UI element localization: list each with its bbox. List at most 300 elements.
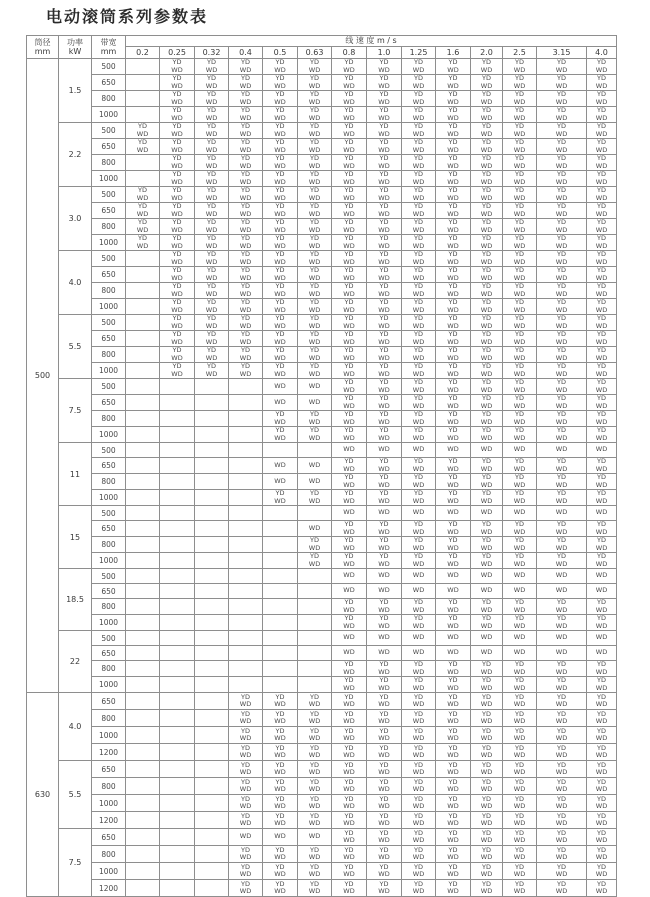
model-cell [402, 631, 436, 646]
model-cell [587, 795, 617, 812]
model-code: YD WD [343, 614, 355, 630]
model-cell [160, 795, 195, 812]
model-cell [160, 139, 195, 155]
model-cell [587, 411, 617, 427]
model-cell [471, 251, 503, 267]
model-code: YD WD [447, 536, 459, 552]
power-cell: 5.5 [59, 761, 92, 829]
table-row [27, 474, 617, 490]
model-code: YD WD [205, 154, 218, 170]
model-code: YD WD [412, 202, 425, 218]
model-cell [263, 599, 298, 615]
model-code: YD WD [447, 828, 459, 844]
model-code: YD WD [480, 170, 493, 186]
model-cell [229, 91, 263, 107]
model-cell [229, 744, 263, 761]
model-cell [229, 599, 263, 615]
model-cell [471, 219, 503, 235]
width-cell: 800 [92, 219, 126, 235]
model-cell [402, 521, 436, 537]
model-cell [298, 315, 332, 331]
width-cell: 650 [92, 395, 126, 411]
model-code: YD WD [308, 202, 321, 218]
model-cell [332, 584, 367, 599]
model-cell [471, 123, 503, 139]
model-cell [471, 778, 503, 795]
model-code: YD WD [480, 676, 493, 692]
model-code: YD WD [447, 234, 459, 250]
model-cell [537, 778, 587, 795]
model-code: YD WD [239, 122, 252, 138]
model-cell [229, 778, 263, 795]
model-cell [402, 363, 436, 379]
model-cell [160, 91, 195, 107]
model-cell [436, 863, 471, 880]
model-cell [471, 155, 503, 171]
model-cell [503, 187, 537, 203]
model-cell [367, 315, 402, 331]
model-code: YD WD [412, 536, 425, 552]
speed-header-cell: 1.0 [367, 47, 402, 59]
model-cell [298, 693, 332, 710]
model-cell [587, 631, 617, 646]
model-cell [126, 829, 160, 846]
model-cell [367, 710, 402, 727]
model-cell [367, 443, 402, 458]
model-cell [471, 283, 503, 299]
header-speed-label: 线 速 度 m / s [345, 36, 397, 45]
model-cell [402, 863, 436, 880]
model-cell [160, 395, 195, 411]
model-code: WD [378, 586, 390, 595]
model-cell [263, 506, 298, 521]
model-cell [229, 379, 263, 395]
model-cell [195, 395, 229, 411]
model-code: WD [447, 633, 459, 642]
table-row [27, 761, 617, 778]
model-cell [160, 646, 195, 661]
width-cell: 1000 [92, 677, 126, 693]
model-code: YD WD [513, 394, 526, 410]
model-cell [436, 458, 471, 474]
model-cell [503, 521, 537, 537]
model-code: YD WD [239, 218, 252, 234]
model-code: YD WD [555, 862, 568, 878]
model-cell [126, 251, 160, 267]
model-code: YD WD [308, 74, 321, 90]
model-cell [263, 880, 298, 897]
model-code: YD WD [412, 489, 425, 505]
model-cell [471, 315, 503, 331]
table-row [27, 123, 617, 139]
model-code: YD WD [378, 298, 390, 314]
model-cell [402, 569, 436, 584]
model-cell [537, 846, 587, 863]
model-cell [160, 123, 195, 139]
model-cell [160, 203, 195, 219]
model-cell [160, 569, 195, 584]
model-cell [402, 315, 436, 331]
model-cell [263, 123, 298, 139]
model-code: YD WD [343, 234, 355, 250]
model-cell [126, 107, 160, 123]
width-cell: 800 [92, 411, 126, 427]
model-code: YD WD [513, 598, 526, 614]
model-cell [263, 395, 298, 411]
model-code: WD [378, 633, 390, 642]
model-cell [298, 155, 332, 171]
model-code: WD [447, 586, 459, 595]
model-code: YD WD [412, 828, 425, 844]
model-code: YD WD [136, 218, 149, 234]
model-cell [263, 677, 298, 693]
model-cell [160, 693, 195, 710]
width-cell: 800 [92, 474, 126, 490]
model-cell [263, 443, 298, 458]
model-code: YD WD [555, 186, 568, 202]
model-cell [229, 584, 263, 599]
model-code: YD WD [343, 726, 355, 742]
model-code: YD WD [343, 828, 355, 844]
model-code: YD WD [513, 709, 526, 725]
table-row [27, 661, 617, 677]
model-cell [229, 187, 263, 203]
model-cell [402, 75, 436, 91]
width-cell: 500 [92, 315, 126, 331]
model-code: YD WD [274, 346, 286, 362]
width-cell: 1000 [92, 107, 126, 123]
model-code: YD WD [274, 777, 286, 793]
model-cell [587, 880, 617, 897]
model-cell [503, 363, 537, 379]
model-cell [298, 710, 332, 727]
model-cell [587, 521, 617, 537]
model-code: WD [513, 571, 526, 580]
model-code: YD WD [447, 346, 459, 362]
model-code: YD WD [513, 298, 526, 314]
model-code: YD WD [378, 106, 390, 122]
model-cell [195, 880, 229, 897]
model-code: YD WD [480, 282, 493, 298]
model-cell [298, 171, 332, 187]
model-code: YD WD [343, 777, 355, 793]
width-cell: 1000 [92, 363, 126, 379]
model-code: YD WD [171, 154, 183, 170]
model-cell [126, 123, 160, 139]
model-cell [229, 646, 263, 661]
model-cell [402, 299, 436, 315]
model-code: WD [274, 381, 286, 390]
model-cell [537, 584, 587, 599]
model-code: YD WD [480, 660, 493, 676]
model-cell [503, 846, 537, 863]
model-cell [332, 829, 367, 846]
width-cell: 800 [92, 661, 126, 677]
model-cell [402, 584, 436, 599]
model-cell [537, 123, 587, 139]
model-cell [537, 795, 587, 812]
table-row [27, 283, 617, 299]
model-code: YD WD [595, 58, 608, 74]
model-cell [367, 91, 402, 107]
model-code: YD WD [308, 186, 321, 202]
model-cell [587, 171, 617, 187]
model-cell [436, 91, 471, 107]
header-diameter [27, 36, 59, 59]
model-code: YD WD [480, 58, 493, 74]
model-code: YD WD [412, 362, 425, 378]
model-code: YD WD [513, 862, 526, 878]
model-code: YD WD [412, 598, 425, 614]
model-cell [436, 693, 471, 710]
model-cell [126, 795, 160, 812]
model-code: WD [480, 571, 493, 580]
table-row [27, 744, 617, 761]
model-cell [263, 251, 298, 267]
model-code: WD [308, 476, 321, 485]
model-code: YD WD [513, 266, 526, 282]
model-cell [471, 863, 503, 880]
table-row [27, 829, 617, 846]
width-cell: 500 [92, 506, 126, 521]
model-cell [587, 474, 617, 490]
model-cell [298, 267, 332, 283]
model-cell [367, 107, 402, 123]
model-code: YD WD [447, 122, 459, 138]
model-cell [195, 123, 229, 139]
model-cell [587, 458, 617, 474]
model-cell [229, 458, 263, 474]
model-cell [471, 727, 503, 744]
model-code: YD WD [239, 266, 252, 282]
model-code: YD WD [239, 74, 252, 90]
model-code: YD WD [308, 282, 321, 298]
model-cell [298, 123, 332, 139]
model-cell [367, 267, 402, 283]
table-row [27, 569, 617, 584]
model-code: WD [378, 445, 390, 454]
model-cell [367, 411, 402, 427]
model-cell [402, 846, 436, 863]
model-code: YD WD [447, 202, 459, 218]
model-cell [503, 631, 537, 646]
model-cell [537, 829, 587, 846]
model-cell [332, 251, 367, 267]
model-code: YD WD [480, 298, 493, 314]
width-cell: 650 [92, 693, 126, 710]
model-cell [298, 187, 332, 203]
model-cell [195, 59, 229, 75]
model-code: YD WD [513, 362, 526, 378]
model-code: YD WD [274, 298, 286, 314]
model-cell [126, 411, 160, 427]
model-code: YD WD [555, 614, 568, 630]
model-code: YD WD [513, 552, 526, 568]
model-cell [195, 379, 229, 395]
model-cell [160, 75, 195, 91]
model-cell [229, 863, 263, 880]
model-code: YD WD [480, 122, 493, 138]
model-code: YD WD [447, 330, 459, 346]
model-code: YD WD [595, 330, 608, 346]
model-cell [503, 677, 537, 693]
table-row [27, 490, 617, 506]
model-cell [503, 584, 537, 599]
model-cell [537, 744, 587, 761]
model-cell [436, 283, 471, 299]
model-cell [160, 379, 195, 395]
model-code: YD WD [480, 410, 493, 426]
model-code: YD WD [595, 346, 608, 362]
model-cell [471, 693, 503, 710]
model-code: YD WD [239, 709, 252, 725]
model-code: YD WD [308, 218, 321, 234]
model-cell [195, 584, 229, 599]
model-code: YD WD [343, 520, 355, 536]
width-cell: 1000 [92, 299, 126, 315]
model-code: YD WD [343, 676, 355, 692]
model-cell [537, 347, 587, 363]
model-code: YD WD [274, 122, 286, 138]
model-cell [471, 646, 503, 661]
width-cell: 650 [92, 521, 126, 537]
model-code: WD [343, 508, 355, 517]
model-code: YD WD [447, 709, 459, 725]
model-cell [229, 693, 263, 710]
model-code: YD WD [555, 154, 568, 170]
power-cell: 4.0 [59, 693, 92, 761]
model-code: YD WD [412, 58, 425, 74]
model-cell [367, 615, 402, 631]
model-code: WD [555, 571, 568, 580]
header-width-unit: mm [100, 47, 117, 56]
model-code: YD WD [447, 473, 459, 489]
model-cell [126, 677, 160, 693]
table-row [27, 299, 617, 315]
table-row [27, 693, 617, 710]
model-code: YD WD [555, 845, 568, 861]
model-cell [195, 331, 229, 347]
model-code: YD WD [513, 879, 526, 895]
model-code: YD WD [555, 473, 568, 489]
model-code: YD WD [343, 760, 355, 776]
model-cell [537, 458, 587, 474]
model-code: YD WD [343, 58, 355, 74]
model-code: YD WD [480, 811, 493, 827]
model-code: YD WD [595, 106, 608, 122]
model-code: YD WD [595, 186, 608, 202]
model-cell [160, 315, 195, 331]
model-cell [537, 251, 587, 267]
model-cell [263, 744, 298, 761]
model-cell [402, 219, 436, 235]
model-code: YD WD [555, 106, 568, 122]
model-code: YD WD [447, 426, 459, 442]
model-cell [195, 490, 229, 506]
model-code: YD WD [308, 726, 321, 742]
model-cell [537, 299, 587, 315]
model-code: YD WD [274, 186, 286, 202]
model-code: YD WD [447, 58, 459, 74]
model-cell [503, 693, 537, 710]
model-code: YD WD [513, 106, 526, 122]
model-code: WD [480, 633, 493, 642]
model-code: YD WD [308, 154, 321, 170]
model-code: YD WD [555, 709, 568, 725]
model-code: YD WD [205, 266, 218, 282]
model-cell [503, 569, 537, 584]
model-cell [367, 283, 402, 299]
model-cell [195, 347, 229, 363]
model-cell [332, 661, 367, 677]
model-code: YD WD [513, 760, 526, 776]
model-code: YD WD [239, 794, 252, 810]
model-cell [126, 880, 160, 897]
model-cell [537, 203, 587, 219]
model-cell [587, 331, 617, 347]
width-cell: 500 [92, 59, 126, 75]
model-cell [503, 75, 537, 91]
header-diameter-unit: mm [34, 47, 51, 56]
model-cell [436, 251, 471, 267]
model-cell [402, 251, 436, 267]
model-code: YD WD [595, 282, 608, 298]
model-code: YD WD [343, 330, 355, 346]
model-cell [160, 235, 195, 251]
model-code: WD [447, 508, 459, 517]
model-cell [263, 863, 298, 880]
model-cell [436, 537, 471, 553]
model-cell [195, 155, 229, 171]
model-code: YD WD [308, 362, 321, 378]
model-cell [195, 846, 229, 863]
model-cell [471, 363, 503, 379]
model-cell [332, 553, 367, 569]
model-code: YD WD [378, 845, 390, 861]
table-row [27, 59, 617, 75]
model-code: YD WD [136, 234, 149, 250]
model-cell [537, 155, 587, 171]
model-cell [436, 584, 471, 599]
model-code: YD WD [447, 879, 459, 895]
model-code: YD WD [412, 346, 425, 362]
model-cell [332, 203, 367, 219]
model-code: YD WD [447, 394, 459, 410]
model-cell [402, 812, 436, 829]
model-cell [126, 693, 160, 710]
model-cell [402, 490, 436, 506]
model-code: YD WD [447, 106, 459, 122]
model-code: YD WD [239, 726, 252, 742]
model-cell [402, 599, 436, 615]
model-code: YD WD [378, 234, 390, 250]
width-cell: 500 [92, 251, 126, 267]
model-cell [229, 710, 263, 727]
model-cell [471, 553, 503, 569]
model-code: YD WD [205, 330, 218, 346]
table-row [27, 251, 617, 267]
model-cell [126, 171, 160, 187]
model-code: YD WD [513, 410, 526, 426]
model-cell [587, 299, 617, 315]
model-cell [402, 761, 436, 778]
model-code: YD WD [343, 457, 355, 473]
model-code: YD WD [378, 186, 390, 202]
width-cell: 650 [92, 458, 126, 474]
model-cell [367, 846, 402, 863]
model-cell [332, 778, 367, 795]
model-cell [195, 203, 229, 219]
